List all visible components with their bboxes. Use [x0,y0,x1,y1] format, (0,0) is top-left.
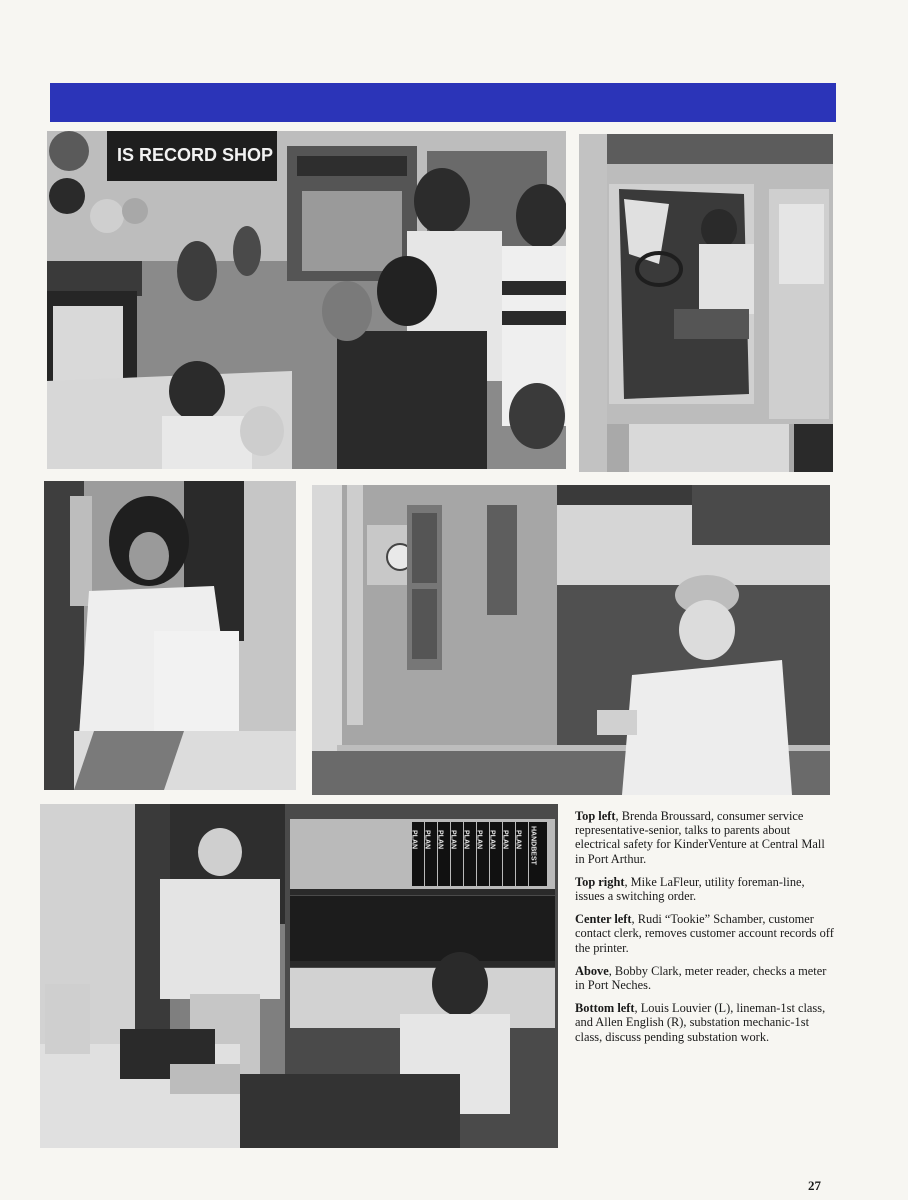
binder-label: PLAN [423,830,431,850]
binder-labels [411,822,548,886]
caption-label: Top right [575,874,625,889]
binder-label: HANDBEST [529,826,537,865]
caption-text: , Rudi “Tookie” Schamber, customer contact clerk, removes customer account records off the printer. [575,912,834,955]
photo-top-right-utility-truck [579,134,833,472]
photo-captions [575,809,837,1053]
caption-text: , Louis Louvier (L), lineman-1st class, and Allen English (R), substation mechanic-1st class, discuss pending substation work. [575,1001,826,1044]
binder-label: PLAN [449,830,457,850]
photo-center-left-printer [44,481,296,790]
caption-bottom-left [575,1001,837,1044]
binder-label: PLAN [436,830,444,850]
record-shop-sign: IS RECORD SHOP [117,145,274,165]
photo-top-left-mall-scene [47,131,566,469]
caption-label: Center left [575,912,632,927]
binder-label: PLAN [488,830,496,850]
binder-label: PLAN [501,830,509,850]
caption-label: Top left [575,809,616,823]
binder-label: PLAN [514,830,522,850]
page-number: 27 [808,1178,821,1193]
header-color-band [50,83,836,122]
caption-top-right [575,875,837,903]
caption-label: Above [575,963,609,978]
caption-center-left [575,912,837,955]
caption-label: Bottom left [575,1001,635,1016]
caption-text: , Brenda Broussard, consumer service representative-senior, talks to parents about electrical safety for KinderVenture at Central Mall in Port Arthur. [575,809,825,866]
binder-label: PLAN [410,830,418,850]
caption-above [575,964,837,992]
caption-text: , Mike LaFleur, utility foreman-line, issues a switching order. [575,874,805,904]
photo-bottom-left-office [40,804,558,1148]
binder-label: PLAN [475,830,483,850]
binder-label: PLAN [462,830,470,850]
caption-top-left [575,809,837,866]
caption-text: , Bobby Clark, meter reader, checks a meter in Port Neches. [575,963,827,993]
photo-center-right-meter-reader [312,485,830,795]
